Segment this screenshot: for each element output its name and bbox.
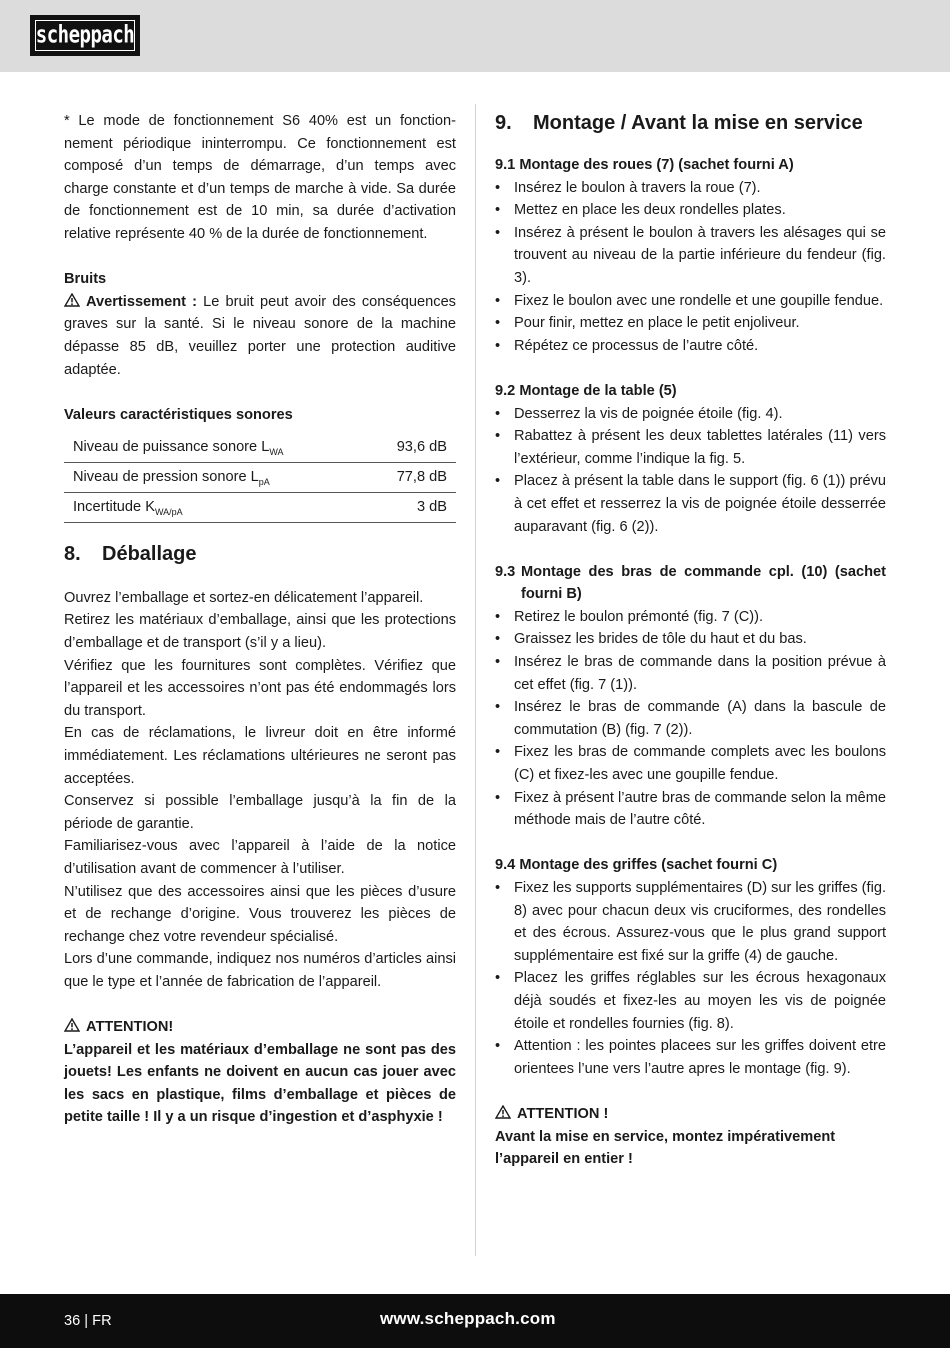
left-column <box>64 110 456 1129</box>
unpack-paragraph: Vérifiez que les fournitures sont complètes. Vérifiez que l’appareil et les accessoires n’ont pas été endommagés lors du transport. <box>64 657 456 719</box>
unpack-paragraph: Lors d’une commande, indiquez nos numéros d’articles ainsi que le type et l’année de fabrication de l’appareil. <box>64 951 456 990</box>
list-item: • Fixez à présent l’autre bras de commande selon la même méthode mais de l’autre côté. <box>495 789 886 829</box>
list-item: • Insérez le bras de commande (A) dans la bascule de commutation (B) (fig. 7 (2)). <box>495 699 886 738</box>
list-item: • Répétez ce processus de l’autre côté. <box>495 337 759 354</box>
unpack-paragraph: N’utilisez que des accessoires ainsi que les pièces d’usure et de rechange d’origine. Vous trouverez les pièces de rechange chez votre revendeur spécialisé. <box>64 883 456 945</box>
warning-triangle-icon <box>64 293 80 307</box>
section-9-2-heading: 9.2 Montage de la table (5) <box>495 382 677 399</box>
table-row <box>64 492 456 522</box>
list-item: • Placez à présent la table dans le support (fig. 6 (1)) prévu à cet effet et resserrez la vis de poignée étoile desserrée auparavant (fig. 6 (2)). <box>495 473 886 535</box>
list-item: • Insérez le bras de commande dans la position prévue à cet effet (fig. 7 (1)). <box>495 654 886 693</box>
unpack-paragraph: Ouvrez l’emballage et sortez-en délicatement l’appareil. <box>64 589 424 606</box>
list-item: • Fixez les bras de commande complets avec les boulons (C) et fixez-les avec une goupille fendue. <box>495 744 886 784</box>
page-footer <box>0 1294 950 1348</box>
table-row <box>64 462 456 492</box>
list-item: • Insérez à présent le boulon à travers les alésages qui se trouvent au niveau de la partie inférieure du fendeur (fig. 3). <box>495 224 886 286</box>
warning-label: Avertissement : <box>86 293 198 310</box>
list-item: • Graissez les brides de tôle du haut et du bas. <box>495 631 807 648</box>
sound-label: Niveau de pression sonore $L_{pA}$ <box>64 462 366 492</box>
attention-heading: ATTENTION ! <box>495 1103 886 1126</box>
list-item: • Insérez le boulon à travers la roue (7). <box>495 179 761 196</box>
warning-triangle-icon <box>64 1018 80 1032</box>
sound-values-heading: Valeurs caractéristiques sonores <box>64 406 293 423</box>
sound-label: Incertitude $K_{WA/pA}$ <box>64 492 366 522</box>
sound-value: 77,8 dB <box>366 462 456 492</box>
unpack-paragraph: En cas de réclamations, le livreur doit en être informé immédiatement. Les réclamations ultérieures ne seront pas acceptées. <box>64 725 456 787</box>
list-item: • Desserrez la vis de poignée étoile (fig. 4). <box>495 405 783 422</box>
section-9-3-list <box>495 606 886 832</box>
list-item: • Fixez le boulon avec une rondelle et une goupille fendue. <box>495 292 884 309</box>
unpack-paragraph: Retirez les matériaux d’emballage, ainsi que les protections d’emballage et de transport (s’il y a lieu). <box>64 612 456 651</box>
scheppach-logo <box>30 15 140 56</box>
list-item: • Mettez en place les deux rondelles plates. <box>495 202 786 219</box>
operating-mode-note: * Le mode de fonctionnement S6 40% est un fonctionnement périodique ininterrompu. Ce fonctionnement est composé d’un temps de démarrage, d’un temps avec charge constante et d’un temps de marche à vide. Sa durée de fonctionnement est de 10 min, sa durée d’activation relative représente 40 % de la durée de fonctionnement. <box>64 113 456 242</box>
section-9-1-heading: 9.1 Montage des roues (7) (sachet fourni A) <box>495 157 794 173</box>
sound-value: 3 dB <box>366 492 456 522</box>
section-8-heading: 8. Déballage <box>64 542 197 565</box>
section-9-4-list <box>495 877 886 1080</box>
warning-text: Le bruit peut avoir des conséquences graves sur la santé. Si le niveau sonore de la machine dépasse 85 dB, veuillez porter une protection auditive adaptée. <box>64 293 456 378</box>
page-header <box>0 0 950 72</box>
warning-triangle-icon <box>495 1105 511 1119</box>
list-item: • Retirez le boulon prémonté (fig. 7 (C)). <box>495 608 764 625</box>
section-9-2-list <box>495 403 886 539</box>
unpack-paragraph: Conservez si possible l’emballage jusqu’à la fin de la période de garantie. <box>64 793 456 832</box>
list-item: • Rabattez à présent les deux tablettes latérales (11) vers l’extérieur, comme l’indique la fig. 5. <box>495 428 886 467</box>
table-row <box>64 432 456 462</box>
attention-heading: ATTENTION! <box>64 1016 456 1039</box>
right-column <box>495 110 886 1171</box>
attention-text: L’appareil et les matériaux d’emballage ne sont pas des jouets! Les enfants ne doivent en aucun cas jouer avec les sacs en plastique, films d’emballage et pièces de petite taille ! Il y a un risque d’ingestion et d’asphyxie ! <box>64 1041 456 1126</box>
section-9-4-heading: 9.4 Montage des griffes (sachet fourni C) <box>495 857 778 874</box>
logo-text: scheppach <box>35 21 135 49</box>
list-item: • Fixez les supports supplémentaires (D) sur les griffes (fig. 8) avec pour chacun deux vis cruciformes, des rondelles et des écrous. Assurez-vous que le plus grand support supplémentaire est fixé sur la griffe (4) de gauche. <box>495 880 887 964</box>
website-link[interactable]: www.scheppach.com <box>380 1309 556 1328</box>
page-number: 36 | FR <box>64 1313 112 1329</box>
noise-warning <box>64 291 456 381</box>
column-divider <box>475 104 476 1256</box>
sound-label: Niveau de puissance sonore $L_{WA}$ <box>64 432 366 462</box>
section-9-3-heading: 9.3 Montage des bras de commande cpl. (10) (sachet fourni B) <box>495 563 886 603</box>
noise-heading: Bruits <box>64 271 107 288</box>
list-item: • Placez les griffes réglables sur les écrous hexagonaux déjà soudés et fixez-les au moyen les vis de poignée étoile et rondelles fournies (fig. 8). <box>495 970 886 1032</box>
list-item: • Attention : les pointes placees sur les griffes doivent etre orientees l’une vers l’autre apres le montage (fig. 9). <box>495 1038 886 1077</box>
section-9-1-list <box>495 177 886 358</box>
list-item: • Pour finir, mettez en place le petit enjoliveur. <box>495 315 800 332</box>
sound-value: 93,6 dB <box>366 432 456 462</box>
section-9-heading: 9. Montage / Avant la mise en service <box>495 112 863 134</box>
attention-text: Avant la mise en service, montez impérativement l’appareil en entier ! <box>495 1128 836 1168</box>
sound-values-table <box>64 432 456 523</box>
unpack-paragraph: Familiarisez-vous avec l’appareil à l’aide de la notice d’utilisation avant de commencer à l’utiliser. <box>64 838 456 877</box>
